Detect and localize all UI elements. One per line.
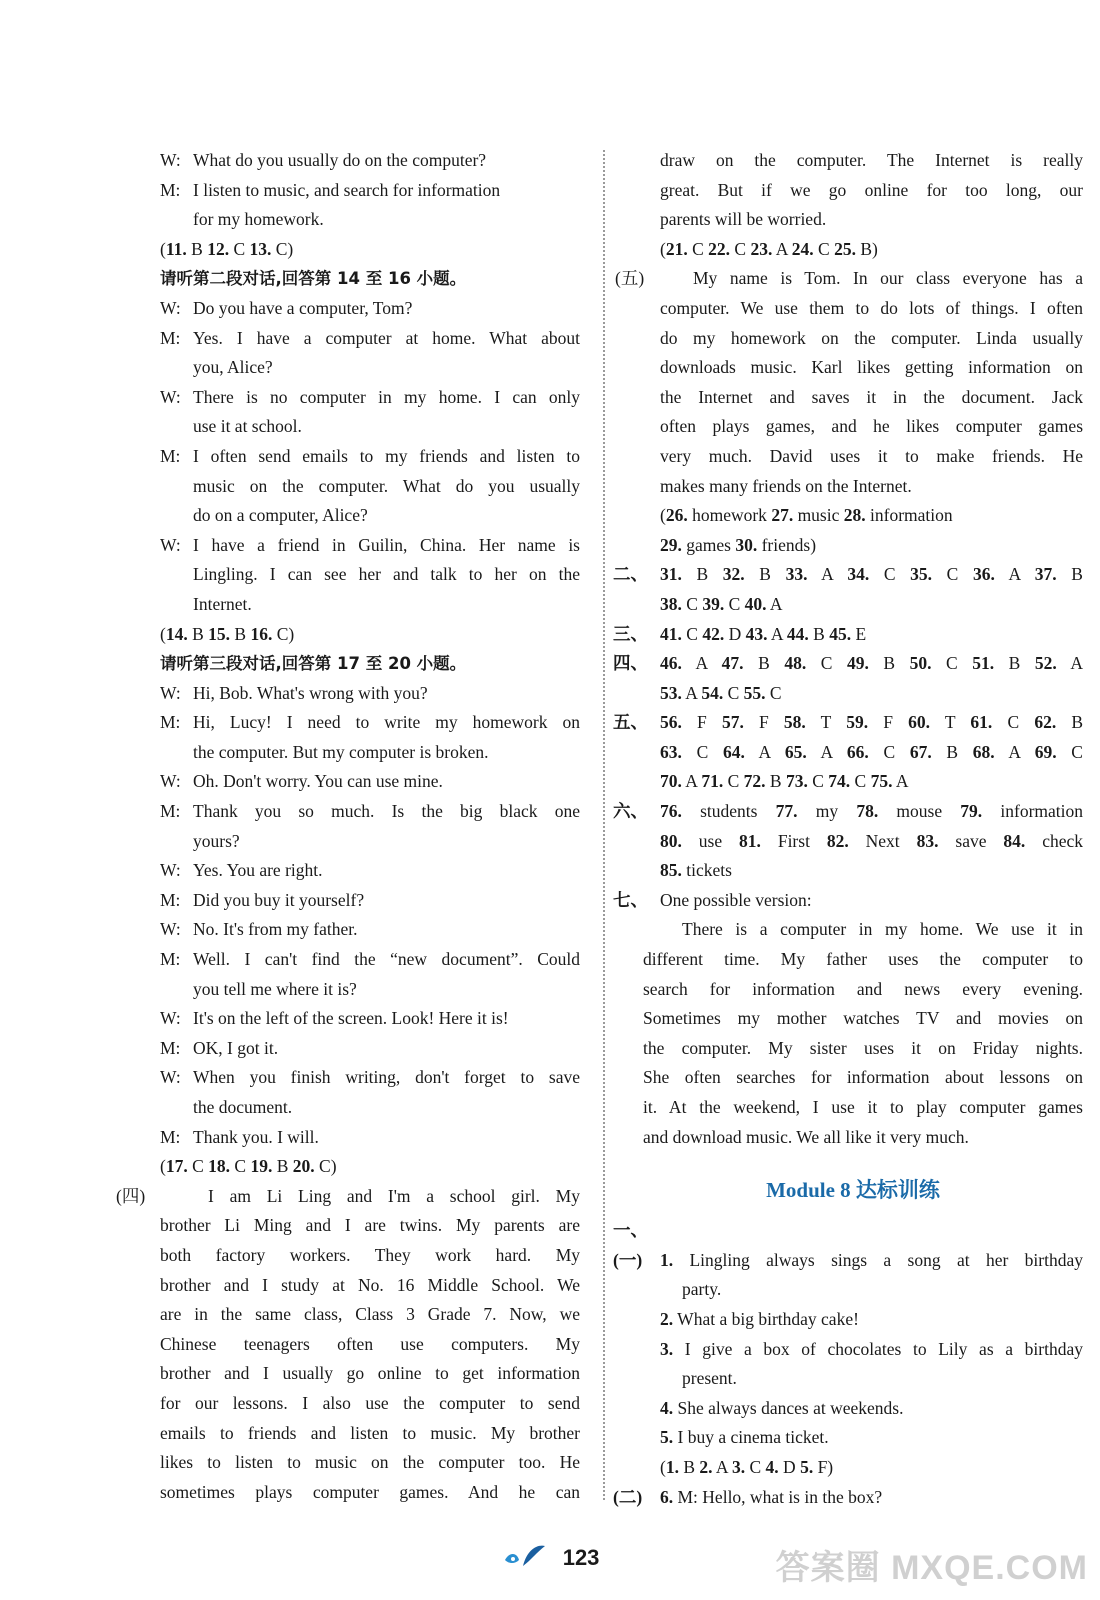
passage-marker: (五) <box>615 268 645 289</box>
speaker-label: M: <box>160 1126 181 1147</box>
text-line: 4. She always dances at weekends. <box>660 1397 904 1418</box>
dialogue-continuation: the document. <box>193 1097 293 1117</box>
section-line: (二) 6. M: Hello, what is in the box? <box>623 1483 1083 1513</box>
dialogue-continuation: do on a computer, Alice? <box>193 505 368 526</box>
essay-line: There is a computer in my home. We use it in <box>682 919 1083 940</box>
dialogue-continuation: the computer. But my computer is broken. <box>193 741 489 762</box>
text-line: 53. A 54. C 55. C <box>660 682 782 703</box>
text-line: 38. C 39. C 40. A <box>660 593 783 614</box>
dialogue-line: W: Hi, Bob. What's wrong with you? <box>160 679 580 709</box>
speaker-label: W: <box>160 919 181 940</box>
speaker-label: W: <box>160 150 181 170</box>
dialogue-line: W: It's on the left of the screen. Look! Here it is! <box>160 1004 580 1034</box>
dialogue-line: M: Thank you so much. Is the big black one <box>160 797 580 827</box>
dialogue-continuation: yours? <box>193 830 240 851</box>
speaker-label: W: <box>160 682 181 703</box>
dialogue-continuation: use it at school. <box>193 416 302 437</box>
dialogue-continuation: for my homework. <box>193 209 324 230</box>
section-marker: (一) <box>613 1249 643 1270</box>
module-title: Module 8 达标训练 <box>766 1178 940 1203</box>
watermark: 答案圈 MXQE.COM <box>775 1549 1088 1587</box>
section-line: 七、 One possible version: <box>623 886 1083 916</box>
section-marker: (二) <box>613 1486 643 1507</box>
section-line: 三、 41. C 42. D 43. A 44. B 45. E <box>623 620 1083 650</box>
section-marker: 三、 <box>613 623 648 644</box>
section-instruction: 请听第三段对话,回答第 17 至 20 小题。 <box>160 654 467 674</box>
text-line: makes many friends on the Internet. <box>660 475 912 496</box>
text-line: 2. What a big birthday cake! <box>660 1308 859 1329</box>
text-line: very much. David uses it to make friends. He <box>660 445 1083 466</box>
text-line: 85. tickets <box>660 860 732 881</box>
passage-line: are in the same class, Class 3 Grade 7. Now, we <box>160 1304 580 1325</box>
passage-line: emails to friends and listen to music. My brother <box>160 1422 580 1443</box>
text-line: 70. A 71. C 72. B 73. C 74. C 75. A <box>660 771 909 792</box>
passage-line: for our lessons. I also use the computer to send <box>160 1392 580 1413</box>
speaker-label: M: <box>160 445 181 466</box>
speaker-label: M: <box>160 712 181 733</box>
section-line: 四、 46. A 47. B 48. C 49. B 50. C 51. B 52. A <box>623 649 1083 679</box>
text-line: the Internet and saves it in the document. Jack <box>660 386 1083 407</box>
answer-key: (14. B 15. B 16. C) <box>160 623 295 644</box>
text-line: draw on the computer. The Internet is really <box>660 150 1083 170</box>
section-marker: 二、 <box>613 564 648 585</box>
section-marker: 四、 <box>613 653 648 674</box>
section-instruction: 请听第二段对话,回答第 14 至 16 小题。 <box>160 269 467 289</box>
passage-marker: (四) <box>116 1185 146 1206</box>
dialogue-line: M: OK, I got it. <box>160 1034 580 1064</box>
dialogue-continuation: you, Alice? <box>193 357 273 378</box>
speaker-label: W: <box>160 771 181 792</box>
text-line: downloads music. Karl likes getting information on <box>660 357 1083 378</box>
text-line: do my homework on the computer. Linda usually <box>660 327 1083 348</box>
section-marker: 六、 <box>613 801 648 822</box>
dialogue-continuation: you tell me where it is? <box>193 978 357 999</box>
dialogue-line: W: What do you usually do on the computer? <box>160 146 580 176</box>
speaker-label: W: <box>160 297 181 318</box>
dialogue-line: M: I often send emails to my friends and listen to <box>160 442 580 472</box>
essay-line: She often searches for information about lessons on <box>643 1067 1083 1088</box>
text-line: 5. I buy a cinema ticket. <box>660 1427 829 1448</box>
essay-line: Sometimes my mother watches TV and movies on <box>643 1008 1083 1029</box>
dialogue-line: M: Yes. I have a computer at home. What about <box>160 324 580 354</box>
passage-line: brother and I usually go online to get information <box>160 1363 580 1384</box>
right-column <box>613 146 1084 1512</box>
dialogue-continuation: Internet. <box>193 593 252 614</box>
text-line: (1. B 2. A 3. C 4. D 5. F) <box>660 1456 834 1477</box>
dialogue-continuation: music on the computer. What do you usually <box>193 475 580 496</box>
speaker-label: M: <box>160 179 181 200</box>
dialogue-line: W: I have a friend in Guilin, China. Her name is <box>160 531 580 561</box>
dialogue-line: W: When you finish writing, don't forget to save <box>160 1063 580 1093</box>
speaker-label: W: <box>160 534 181 555</box>
text-line: present. <box>682 1368 737 1389</box>
section-marker: 七、 <box>613 889 648 910</box>
left-column <box>116 146 580 1507</box>
dialogue-line: W: There is no computer in my home. I can only <box>160 383 580 413</box>
answer-key: (26. homework 27. music 28. information <box>660 505 953 526</box>
speaker-label: M: <box>160 801 181 822</box>
passage-line: likes to listen to music on the computer too. He <box>160 1452 580 1473</box>
text-line: party. <box>682 1279 722 1300</box>
speaker-label: W: <box>160 860 181 881</box>
section-line: 二、 31. B 32. B 33. A 34. C 35. C 36. A 37. B <box>623 560 1083 590</box>
passage-line: (五) My name is Tom. In our class everyone has a <box>623 264 1083 294</box>
dialogue-line: W: Do you have a computer, Tom? <box>160 294 580 324</box>
section-line <box>613 1216 1083 1246</box>
text-line: great. But if we go online for too long, our <box>660 179 1083 200</box>
speaker-label: M: <box>160 889 181 910</box>
speaker-label: W: <box>160 386 181 407</box>
text-line: often plays games, and he likes computer games <box>660 416 1083 437</box>
text-line: computer. We use them to do lots of things. I often <box>660 297 1083 318</box>
dialogue-line: W: Oh. Don't worry. You can use mine. <box>160 767 580 797</box>
dialogue-line: M: Thank you. I will. <box>160 1123 580 1153</box>
passage-line: sometimes plays computer games. And he can <box>160 1481 580 1502</box>
speaker-label: W: <box>160 1008 181 1029</box>
column-divider <box>603 150 605 1500</box>
speaker-label: M: <box>160 327 181 348</box>
essay-line: search for information and news every evening. <box>643 978 1083 999</box>
passage-line: Chinese teenagers often use computers. My <box>160 1333 580 1354</box>
text-line: parents will be worried. <box>660 209 827 230</box>
answer-key: (21. C 22. C 23. A 24. C 25. B) <box>660 238 878 259</box>
text-line: 80. use 81. First 82. Next 83. save 84. check <box>660 830 1083 851</box>
speaker-label: M: <box>160 949 181 970</box>
dialogue-line: M: Did you buy it yourself? <box>160 886 580 916</box>
publisher-logo-icon <box>501 1542 549 1576</box>
essay-line: different time. My father uses the computer to <box>643 949 1083 970</box>
text-line: 63. C 64. A 65. A 66. C 67. B 68. A 69. C <box>660 741 1083 762</box>
dialogue-line: M: Well. I can't find the “new document”. Could <box>160 945 580 975</box>
section-marker: 五、 <box>613 712 648 733</box>
section-marker: 一、 <box>613 1220 648 1241</box>
section-line: 五、 56. F 57. F 58. T 59. F 60. T 61. C 62. B <box>623 708 1083 738</box>
dialogue-line: W: Yes. You are right. <box>160 856 580 886</box>
speaker-label: W: <box>160 1067 181 1088</box>
essay-line: it. At the weekend, I use it to play computer games <box>643 1097 1083 1117</box>
section-line: 六、 76. students 77. my 78. mouse 79. information <box>623 797 1083 827</box>
dialogue-line: M: Hi, Lucy! I need to write my homework on <box>160 708 580 738</box>
answer-key: (11. B 12. C 13. C) <box>160 238 294 259</box>
essay-line: the computer. My sister uses it on Friday nights. <box>643 1037 1083 1058</box>
text-line: 29. games 30. friends) <box>660 534 817 555</box>
answer-key: (17. C 18. C 19. B 20. C) <box>160 1156 337 1177</box>
passage-line: both factory workers. They work hard. My <box>160 1244 580 1265</box>
text-line: 3. I give a box of chocolates to Lily as a birthday <box>660 1338 1083 1359</box>
dialogue-line: M: I listen to music, and search for information <box>160 176 580 206</box>
page-number: 123 <box>562 1544 600 1570</box>
speaker-label: M: <box>160 1037 181 1058</box>
passage-line: brother and I study at No. 16 Middle School. We <box>160 1274 580 1295</box>
section-line: (一) 1. Lingling always sings a song at her birthday <box>623 1246 1083 1276</box>
passage-line: (四) I am Li Ling and I'm a school girl. My <box>160 1182 580 1212</box>
essay-line: and download music. We all like it very much. <box>643 1126 969 1147</box>
dialogue-line: W: No. It's from my father. <box>160 915 580 945</box>
passage-line: brother Li Ming and I are twins. My parents are <box>160 1215 580 1236</box>
dialogue-continuation: Lingling. I can see her and talk to her on the <box>193 564 580 585</box>
